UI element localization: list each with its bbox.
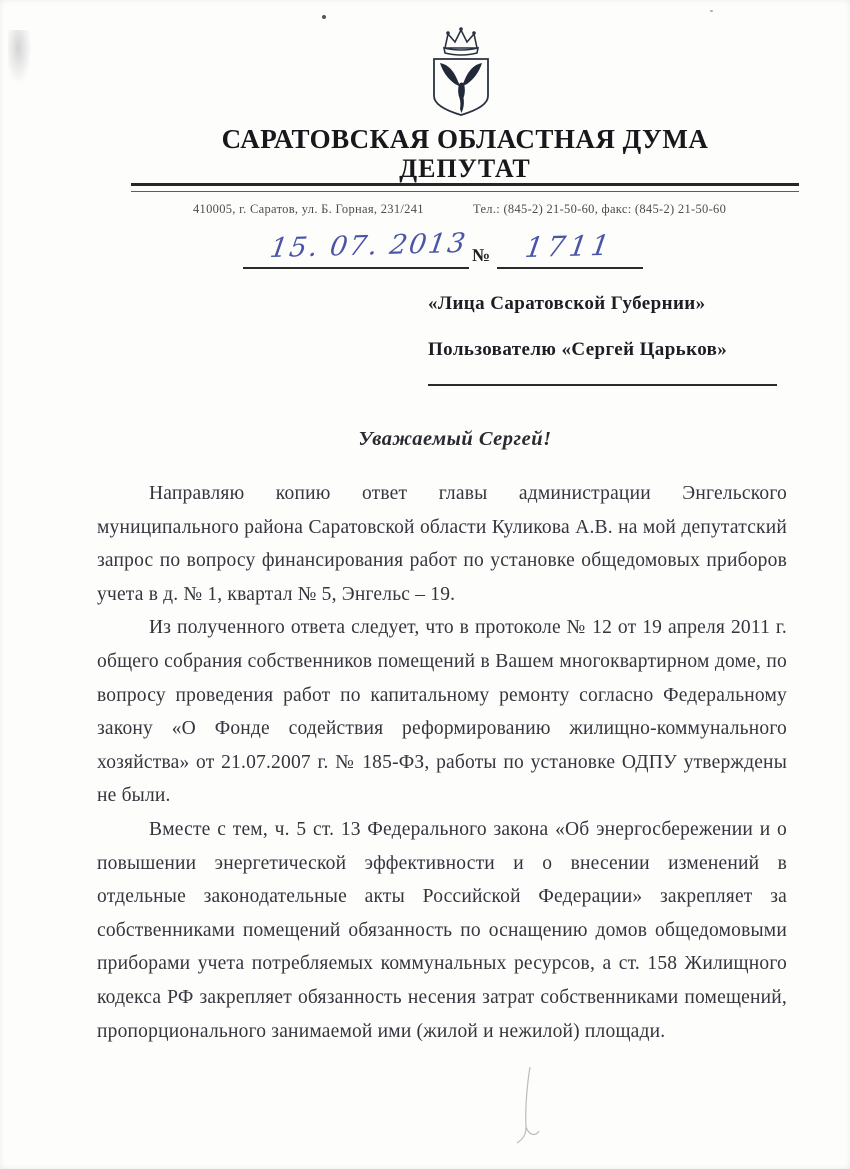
body-paragraph-3: Вместе с тем, ч. 5 ст. 13 Федерального закона «Об энергосбережении и о повышении энергетической эффективности и о внесении изменений в отдельные законодательные акты Российской Федерации» закрепляет за собственниками помещений обязанность по оснащению домов общедомовыми приборами учета потребляемых коммунальных ресурсов, а ст. 158 Жилищного кодекса РФ закрепляет обязанность несения затрат собственниками помещений, пропорционального занимаемой ими (жилой и нежилой) площади. <box>97 818 787 1042</box>
letterhead-rule-thin <box>131 191 799 192</box>
org-phone: Тел.: (845-2) 21-50-60, факс: (845-2) 21-50-60 <box>473 202 727 216</box>
handwritten-outgoing-number: 1711 <box>523 228 616 264</box>
recipient-organization: «Лица Саратовской Губернии» <box>428 293 706 314</box>
organization-name: САРАТОВСКАЯ ОБЛАСТНАЯ ДУМА <box>221 124 709 154</box>
letter-body <box>97 477 787 1048</box>
body-paragraph-1: Направляю копию ответ главы администрации Энгельского муниципального района Саратовской области Куликова А.В. на мой депутатский запрос по вопросу финансирования работ по установке общедомовых приборов учета в д. № 1, квартал № 5, Энгельс – 19. <box>97 483 787 605</box>
number-underline <box>497 267 643 269</box>
recipient-person: Пользователю «Сергей Царьков» <box>428 339 728 360</box>
letterhead-rule-thick <box>131 183 799 186</box>
handwritten-date: 15. 07. 2013 <box>268 227 470 264</box>
scan-smudge <box>8 30 34 90</box>
recipient-underline <box>428 384 777 386</box>
scan-dot <box>710 10 713 12</box>
body-paragraph-2: Из полученного ответа следует, что в протоколе № 12 от 19 апреля 2011 г. общего собрания собственников помещений в Вашем многоквартирном доме, по вопросу проведения работ по капитальному ремонту согласно Федеральному закону «О Фонде содействия реформированию жилищно-коммунального хозяйства» от 21.07.2007 г. № 185-ФЗ, работы по установке ОДПУ утверждены не были. <box>97 617 787 807</box>
org-address: 410005, г. Саратов, ул. Б. Горная, 231/241 <box>193 202 424 216</box>
scan-dot <box>322 15 326 19</box>
faint-pen-stroke <box>505 1065 565 1155</box>
number-sign-label: № <box>472 245 491 265</box>
salutation: Уважаемый Сергей! <box>358 428 552 450</box>
saratov-coat-of-arms-icon <box>420 24 502 118</box>
organization-role: ДЕПУТАТ <box>399 154 531 183</box>
date-underline <box>243 267 469 269</box>
